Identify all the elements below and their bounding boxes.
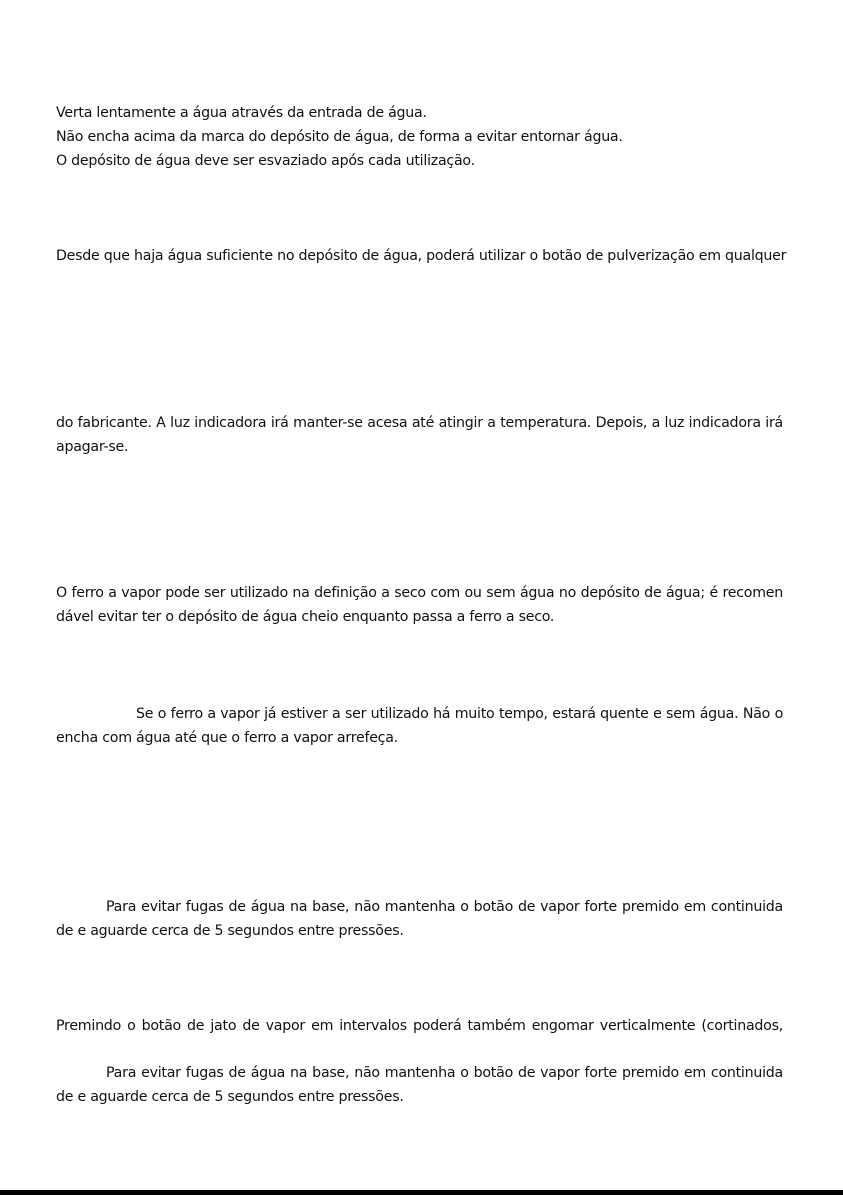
steam-burst-note-2-cont: de e aguarde cerca de 5 segundos entre pressões. (56, 1089, 404, 1105)
instruction-fill-slowly: Verta lentamente a água através da entrada de água. (56, 105, 427, 121)
dry-ironing-text: O ferro a vapor pode ser utilizado na definição a seco com ou sem água no depósito de água; é recomen (56, 585, 783, 601)
instruction-empty-tank: O depósito de água deve ser esvaziado após cada utilização. (56, 153, 475, 169)
vertical-steam-text: Premindo o botão de jato de vapor em intervalos poderá também engomar verticalmente (cortinados, (56, 1018, 783, 1034)
spray-button-text: Desde que haja água suficiente no depósito de água, poderá utilizar o botão de pulverização em qualquer (56, 248, 787, 264)
indicator-light-text-cont: apagar-se. (56, 439, 129, 455)
refill-warning-text-cont: encha com água até que o ferro a vapor arrefeça. (56, 730, 398, 746)
dry-ironing-text-cont: dável evitar ter o depósito de água cheio enquanto passa a ferro a seco. (56, 609, 555, 625)
refill-warning-text: Se o ferro a vapor já estiver a ser utilizado há muito tempo, estará quente e sem água. Não o (136, 706, 783, 722)
instruction-fill-max-mark: Não encha acima da marca do depósito de água, de forma a evitar entornar água. (56, 129, 623, 145)
page-bottom-border (0, 1190, 843, 1195)
steam-burst-note-1: Para evitar fugas de água na base, não mantenha o botão de vapor forte premido em continuida (106, 899, 783, 915)
indicator-light-text: do fabricante. A luz indicadora irá manter-se acesa até atingir a temperatura. Depois, a luz indicadora irá (56, 415, 783, 431)
steam-burst-note-1-cont: de e aguarde cerca de 5 segundos entre pressões. (56, 923, 404, 939)
steam-burst-note-2: Para evitar fugas de água na base, não mantenha o botão de vapor forte premido em continuida (106, 1065, 783, 1081)
